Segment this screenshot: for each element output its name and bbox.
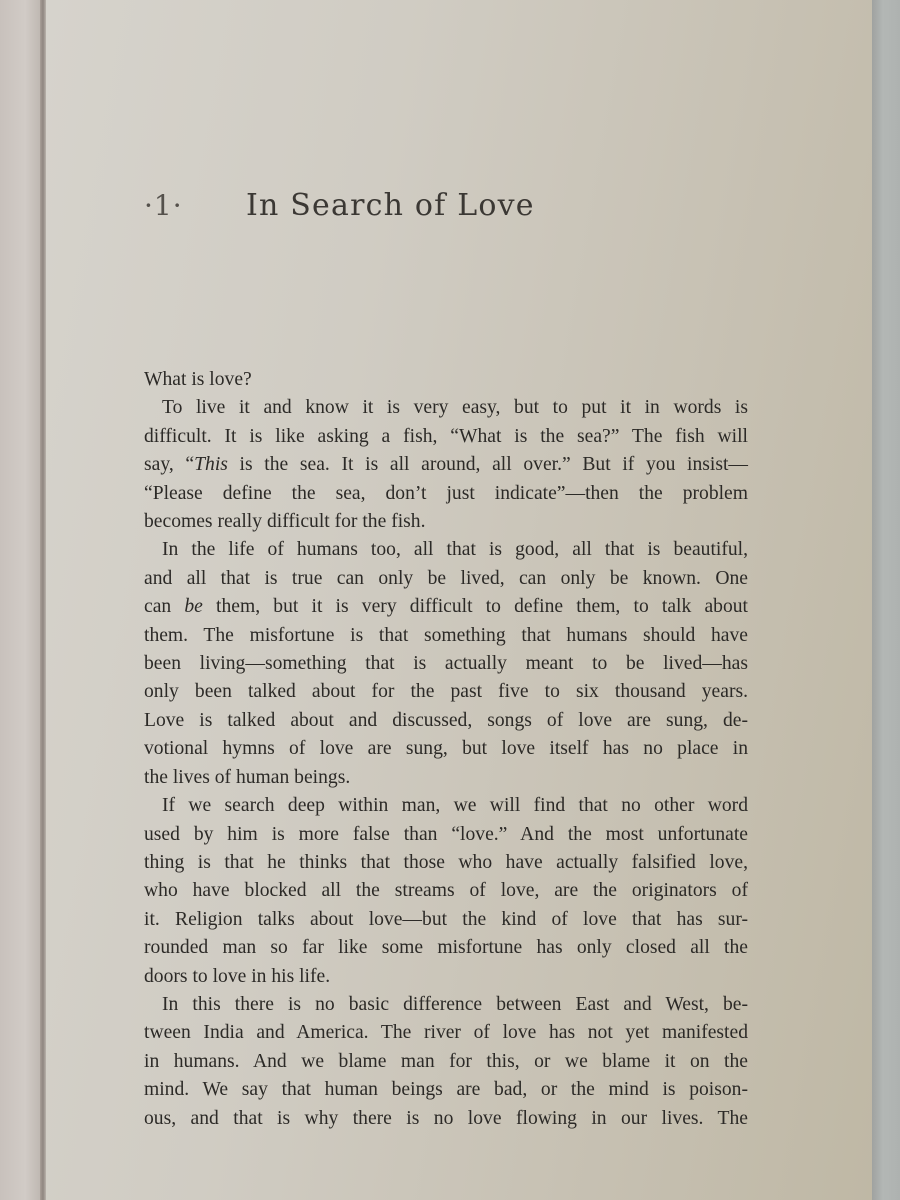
- text-line: the lives of human beings.: [144, 766, 351, 788]
- emphasis: This: [194, 454, 228, 476]
- text-line: been living—something that is actually meant to be lived—has: [144, 653, 748, 675]
- text-line: who have blocked all the streams of love, are the originators of: [144, 880, 748, 902]
- text-line: becomes really difficult for the fish.: [144, 511, 426, 533]
- text-line: and all that is true can only be lived, can only be known. One: [144, 567, 748, 589]
- text-line: If we search deep within man, we will find that no other word: [162, 795, 748, 817]
- text-line: mind. We say that human beings are bad, or the mind is poison-: [144, 1079, 748, 1101]
- text-line: What is love?: [144, 369, 252, 390]
- paragraph: [144, 792, 748, 991]
- text-line: votional hymns of love are sung, but love itself has no place in: [144, 738, 748, 760]
- text-line: in humans. And we blame man for this, or we blame it on the: [144, 1050, 748, 1072]
- text-line: In the life of humans too, all that is good, all that is beautiful,: [162, 539, 748, 561]
- paragraph: [144, 394, 748, 536]
- text-line: can be them, but it is very difficult to define them, to talk about: [144, 596, 749, 618]
- text-line: doors to love in his life.: [144, 965, 331, 987]
- chapter-number: ·1·: [144, 189, 183, 222]
- text-line: “Please define the sea, don’t just indicate”—then the problem: [144, 482, 748, 504]
- left-page-edge: [0, 0, 42, 1200]
- text-line: In this there is no basic difference between East and West, be-: [162, 993, 748, 1015]
- chapter-title: In Search of Love: [246, 188, 535, 223]
- text-line: only been talked about for the past five to six thousand years.: [144, 681, 748, 703]
- text-line: thing is that he thinks that those who have actually falsified love,: [144, 851, 748, 873]
- background-surface: [872, 0, 900, 1200]
- chapter-body: [144, 366, 748, 1133]
- paragraph: [144, 536, 748, 792]
- text-line: To live it and know it is very easy, but to put it in words is: [162, 397, 748, 419]
- text-line: say, “This is the sea. It is all around, all over.” But if you insist—: [144, 454, 749, 476]
- text-line: ous, and that is why there is no love flowing in our lives. The: [144, 1107, 748, 1129]
- emphasis: be: [184, 596, 203, 618]
- text-line: used by him is more false than “love.” And the most unfortunate: [144, 823, 748, 845]
- text-line: difficult. It is like asking a fish, “What is the sea?” The fish will: [144, 425, 748, 447]
- paragraph: [144, 991, 748, 1133]
- text-line: it. Religion talks about love—but the kind of love that has sur-: [144, 908, 748, 930]
- text-line: them. The misfortune is that something that humans should have: [144, 624, 748, 646]
- text-line: Love is talked about and discussed, songs of love are sung, de-: [144, 709, 748, 731]
- text-line: tween India and America. The river of love has not yet manifested: [144, 1022, 748, 1044]
- text-line: rounded man so far like some misfortune has only closed all the: [144, 937, 748, 959]
- chapter-heading: [144, 188, 535, 223]
- paragraph: [144, 366, 748, 394]
